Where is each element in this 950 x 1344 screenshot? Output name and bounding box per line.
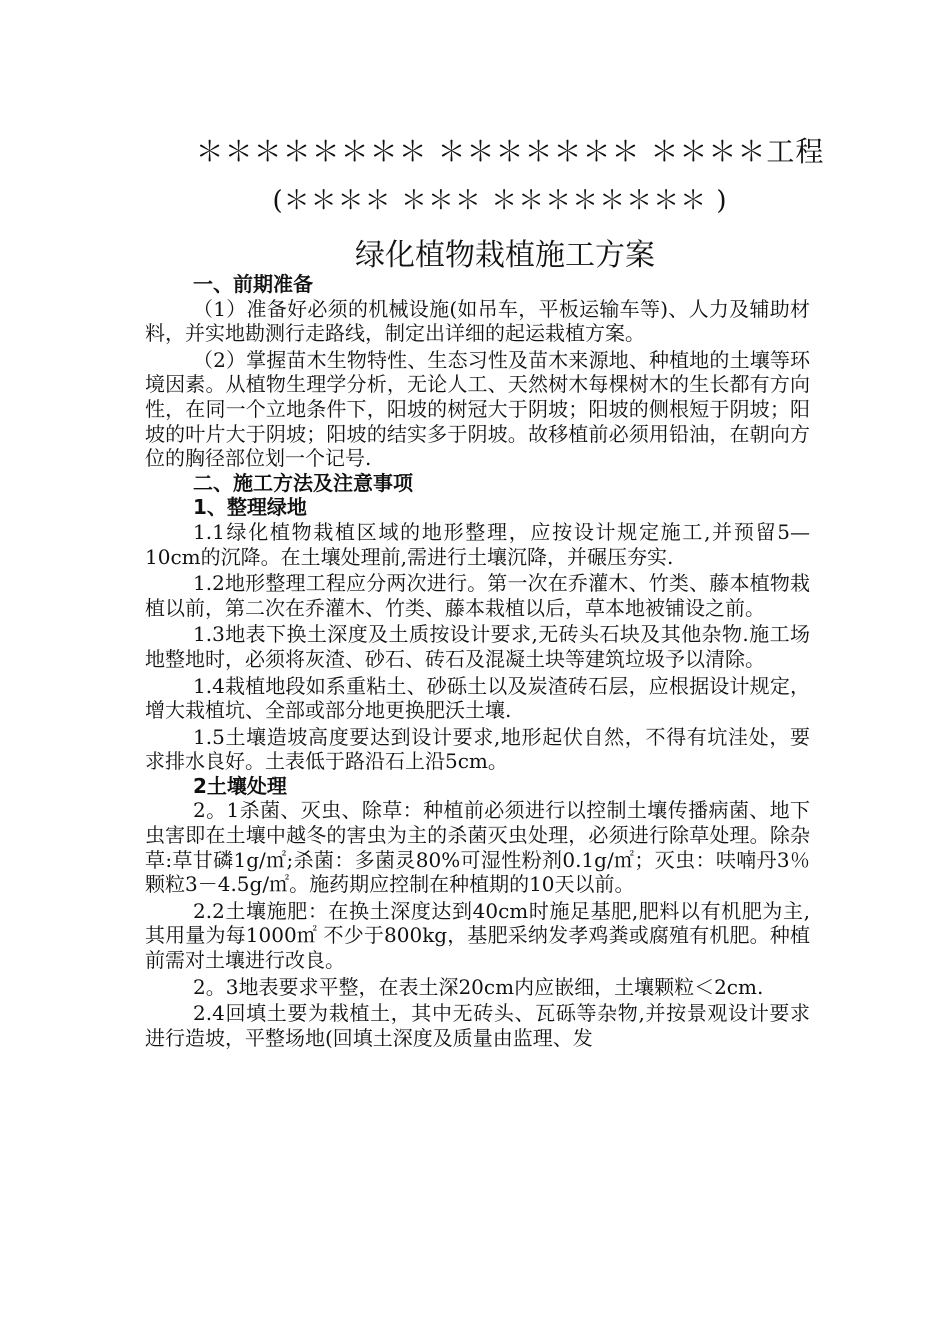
paragraph-1.4: 1.4栽植地段如系重粘土、砂砾土以及炭渣砖石层，应根据设计规定，增大栽植坑、全部或部分地更换肥沃土壤. [145,673,810,723]
subsection-heading-2: 2土壤处理 [193,773,287,798]
subsection-heading-1: 1、整理绿地 [193,495,307,520]
section-heading-2: 二、施工方法及注意事项 [193,470,413,495]
title-main: 绿化植物栽植施工方案 [355,238,655,273]
paragraph-1.2: 1.2地形整理工程应分两次进行。第一次在乔灌木、竹类、藤本植物栽植以前，第二次在乔灌木、竹类、藤本栽植以后，草本地被铺设之前。 [145,571,810,620]
document-body [145,272,810,1050]
paragraph-1-2: （2）掌握苗木生物特性、生态习性及苗木来源地、种植地的土壤等环境因素。从植物生理学分析，无论人工、天然树木每棵树木的生长都有方向性，在同一个立地条件下，阳坡的树冠大于阴坡；阳坡的侧根短于阴坡；阳坡的叶片大于阴坡；阳坡的结实多于阴坡。故移植前必须用铅油，在朝向方位的胸径部位划一个记号. [145,347,810,471]
paragraph-2.3: 2。3地表要求平整，在表土深20cm内应嵌细，土壤颗粒＜2cm. [193,974,764,999]
paragraph-2.4: 2.4回填土要为栽植土，其中无砖头、瓦砾等杂物,并按景观设计要求进行造坡，平整场地(回填土深度及质量由监理、发 [145,1001,810,1050]
title-project: ＊＊＊＊＊＊＊＊ ＊＊＊＊＊＊＊ ＊＊＊＊工程 [195,135,825,168]
section-heading-1: 一、前期准备 [193,272,313,296]
paragraph-2.1: 2。1杀菌、灭虫、除草：种植前必须进行以控制土壤传播病菌、地下虫害即在土壤中越冬的害虫为主的杀菌灭虫处理，必须进行除草处理。除杂草:草甘磷1g/㎡;杀菌：多菌灵80%可湿性粉剂0.1g/㎡；灭虫：呋喃丹3％颗粒3－4.5g/㎡。施药期应控制在种植期的10天以前。 [145,798,810,897]
paragraph-1.1: 1.1绿化植物栽植区域的地形整理，应按设计规定施工,并预留5—10cm的沉降。在土壤处理前,需进行土壤沉降，并碾压夯实. [145,519,810,569]
title-subtitle: (＊＊＊＊ ＊＊＊ ＊＊＊＊＊＊＊＊ ) [272,186,728,216]
paragraph-1-1: （1）准备好必须的机械设施(如吊车，平板运输车等)、人力及辅助材料，并实地勘测行走路线，制定出详细的起运栽植方案。 [145,296,810,346]
paragraph-1.3: 1.3地表下换土深度及土质按设计要求,无砖头石块及其他杂物.施工场地整地时，必须将灰渣、砂石、砖石及混凝土块等建筑垃圾予以清除。 [145,622,810,671]
paragraph-1.5: 1.5土壤造坡高度要达到设计要求,地形起伏自然，不得有坑洼处，要求排水良好。土表低于路沿石上沿5cm。 [145,724,810,774]
paragraph-2.2: 2.2土壤施肥：在换土深度达到40cm时施足基肥,肥料以有机肥为主,其用量为每1000㎡ 不少于800kg，基肥采纳发孝鸡粪或腐殖有机肥。种植前需对土壤进行改良。 [145,898,810,973]
